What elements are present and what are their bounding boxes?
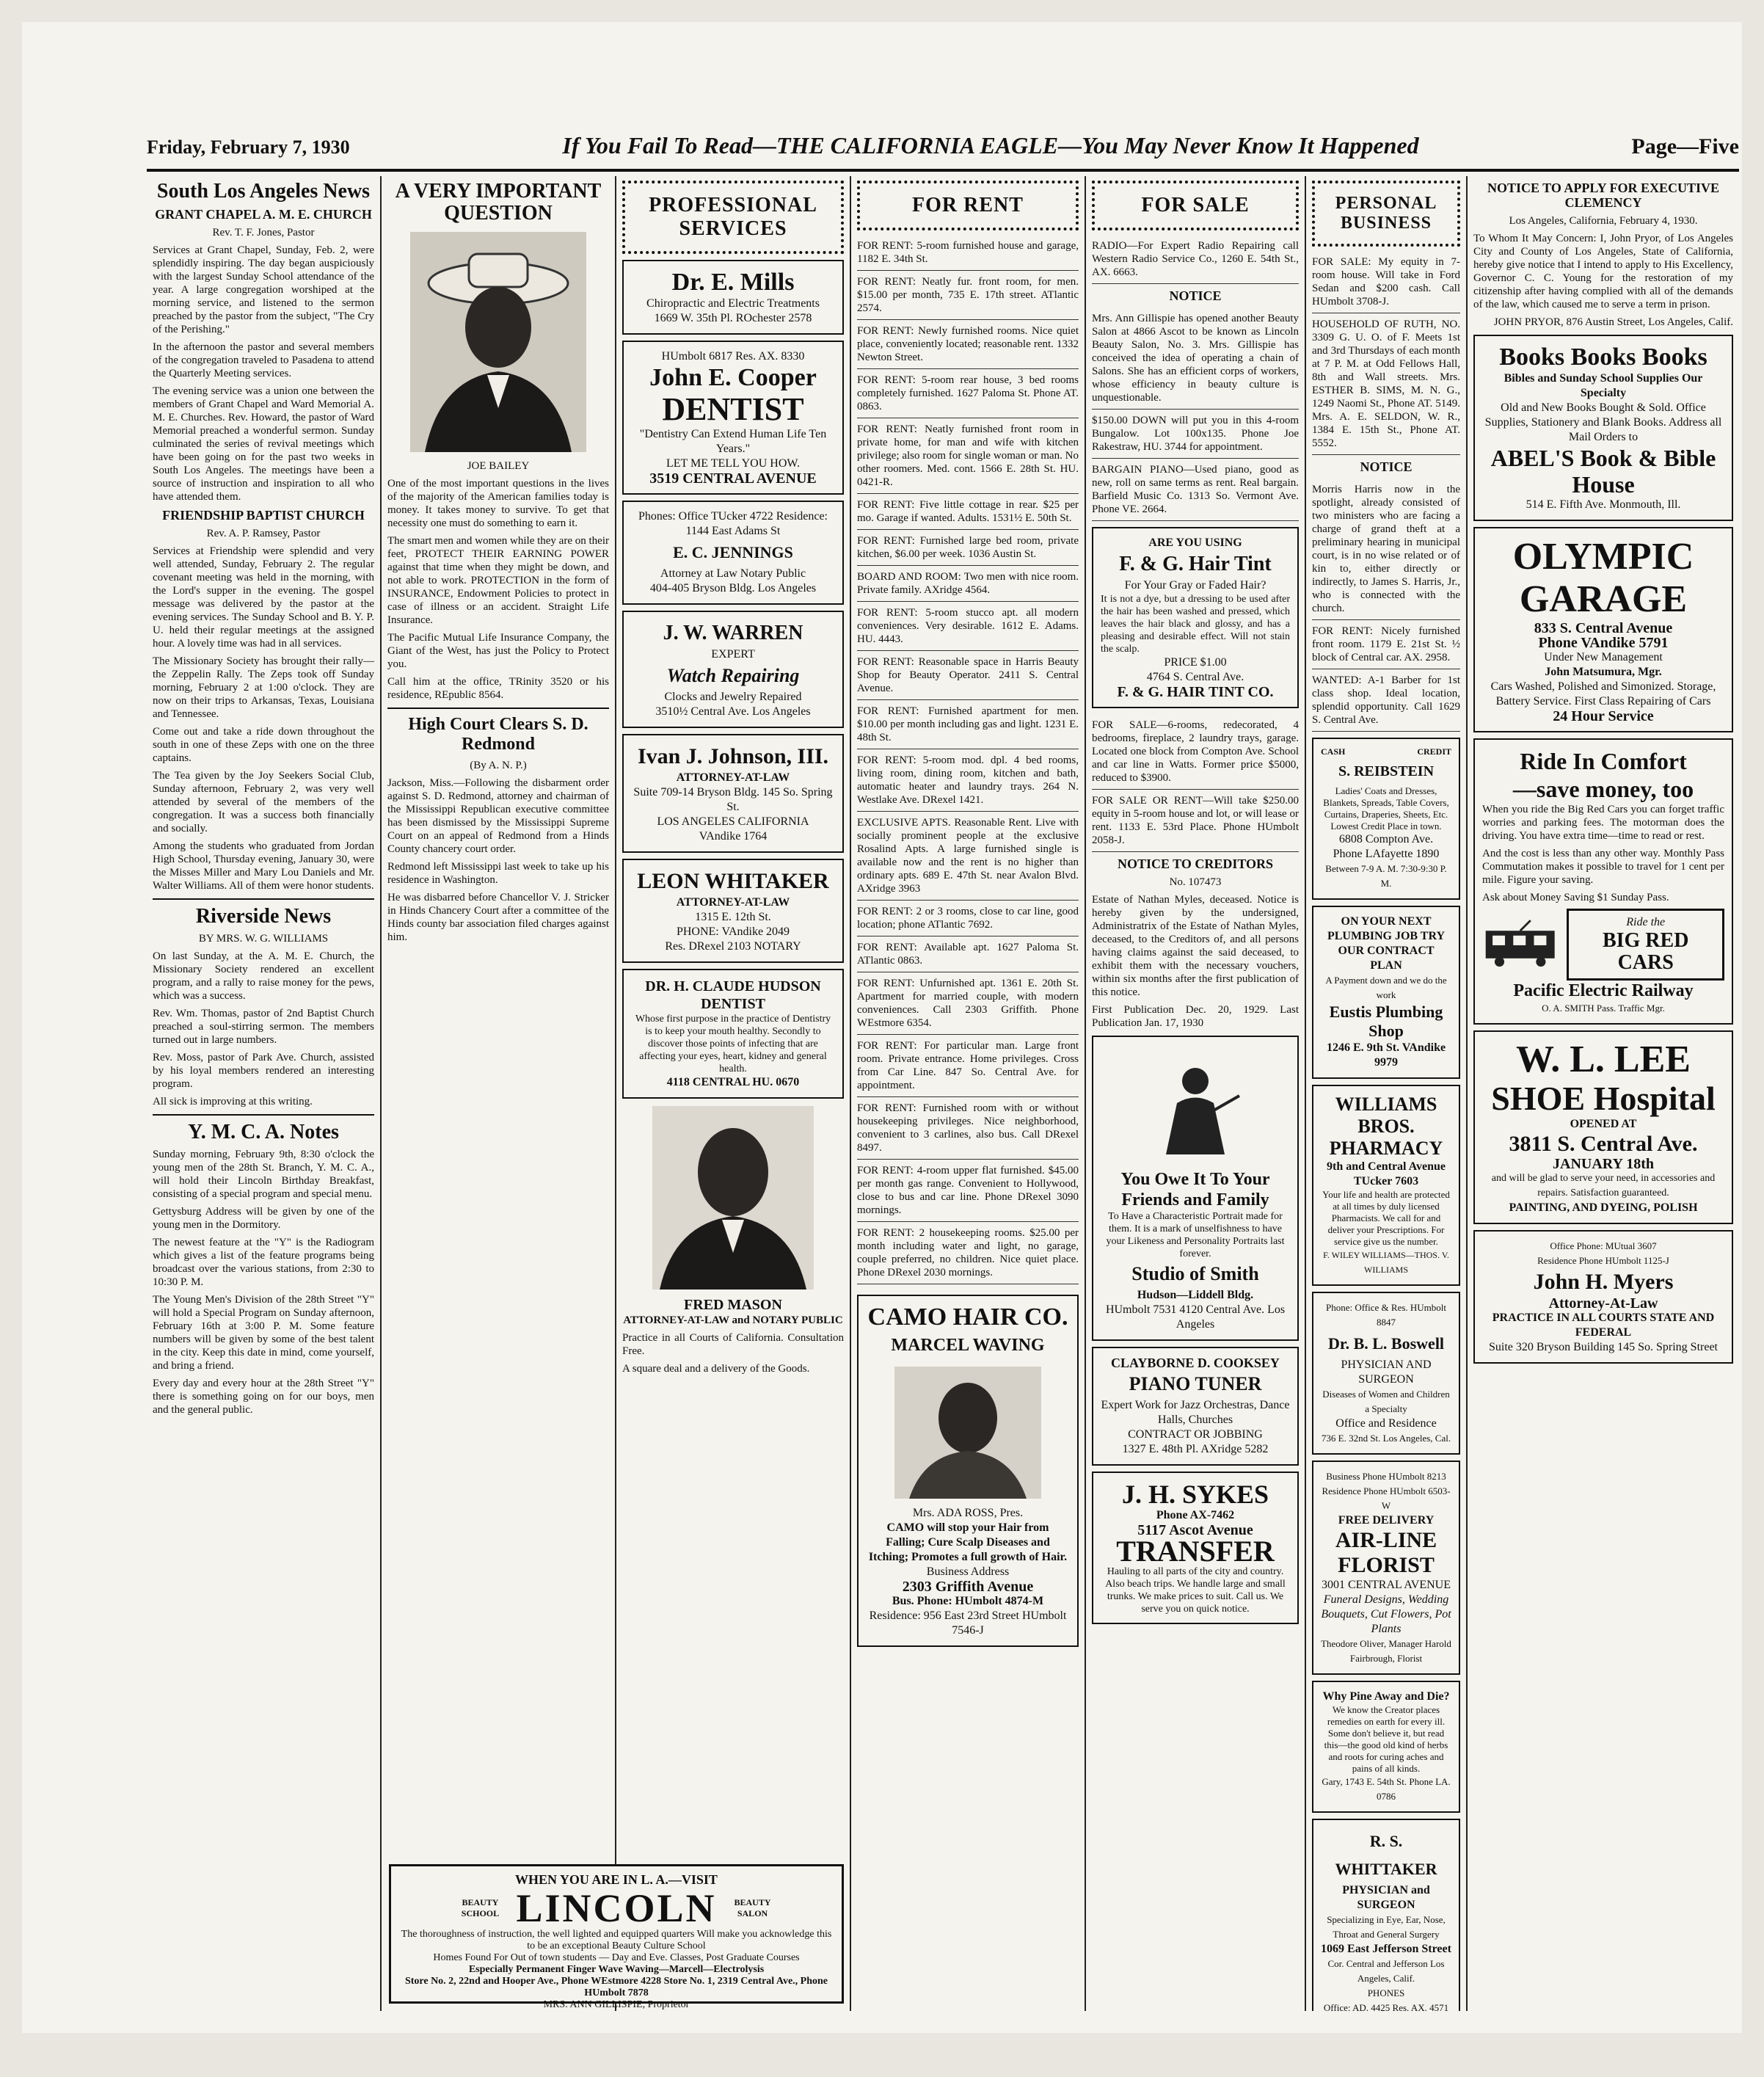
ad-residence: Res. DRexel 2103 NOTARY: [665, 940, 801, 953]
ad-phones-head: PHONES: [1367, 1987, 1405, 1998]
banner-addresses: Store No. 2, 22nd and Hooper Ave., Phone WEstmore 4228 Store No. 1, 2319 Central Ave., Phone HUmbolt 7878: [404, 1976, 828, 1998]
ad-myers: [1473, 1230, 1733, 1364]
paragraph: The Young Men's Division of the 28th Street "Y" will hold a Special Program on Sunday afternoon, February 16th at 3:00 P. M. Some feature numbers will be given by some of the best talent in the city. Keep this date in mind, come yourself, and bring a friend.: [153, 1294, 374, 1372]
ad-jennings: [622, 501, 844, 605]
ad-text: Specializing in Eye, Ear, Nose, Throat and General Surgery: [1327, 1914, 1446, 1940]
classified-item: FOR RENT: Nicely furnished front room. 1179 E. 21st St. ½ block of Central car. AX. 2958.: [1312, 620, 1460, 669]
column-for-sale: [1086, 176, 1306, 2011]
article-head: GRANT CHAPEL A. M. E. CHURCH: [155, 207, 372, 222]
ad-address-head: Business Address: [926, 1565, 1010, 1578]
ad-title: Attorney-At-Law: [1548, 1295, 1658, 1312]
ad-text: When you ride the Big Red Cars you can forget traffic worries and parking fees. The motorman does the driving. You have extra time—time to read or rest.: [1482, 804, 1724, 842]
paragraph: To Whom It May Concern: I, John Pryor, of Los Angeles City and County of Los Angeles, State of California, hereby give notice that I intend to apply to His Excellency, Governor C. C. Young for the restoration of my citizenship after having complied with all of the demands of the law, which caused me to serve a term in prison.: [1473, 233, 1733, 310]
ad-kicker: OPENED AT: [1570, 1118, 1637, 1130]
ad-address: 1327 E. 48th Pl. AXridge 5282: [1122, 1443, 1269, 1455]
portrait-photo: [410, 232, 586, 452]
ad-caption: Mrs. ADA ROSS, Pres.: [912, 1507, 1024, 1519]
paragraph: Rev. Moss, pastor of Park Ave. Church, assisted by his loyal members rendered an interesting program.: [153, 1052, 374, 1090]
issue-date: Friday, February 7, 1930: [147, 137, 350, 158]
paragraph: One of the most important questions in the lives of the majority of the American families today is money. It takes money to survive. To get that necessity one must do something to earn it.: [387, 478, 609, 529]
ad-address: Suite 709-14 Bryson Bldg. 145 So. Spring St.: [633, 786, 833, 813]
column-professional-services: [616, 176, 851, 2011]
ad-text: Funeral Designs, Wedding Bouquets, Cut Flowers, Pot Plants: [1321, 1593, 1451, 1635]
ad-hours: 24 Hour Service: [1553, 708, 1654, 724]
ad-kicker: FREE DELIVERY: [1338, 1514, 1435, 1527]
article-title: A VERY IMPORTANT QUESTION: [395, 180, 602, 225]
ad-address: 404-405 Bryson Bldg. Los Angeles: [649, 582, 817, 594]
ad-address: Gary, 1743 E. 54th St. Phone LA. 0786: [1322, 1776, 1451, 1802]
ad-name: F. & G. Hair Tint: [1119, 553, 1272, 575]
ad-text: PRACTICE IN ALL COURTS STATE AND FEDERAL: [1492, 1312, 1715, 1339]
ad-line: Office and Residence: [1335, 1417, 1437, 1430]
ad-title: ATTORNEY-AT-LAW: [676, 771, 790, 784]
notice-head: NOTICE: [1360, 459, 1413, 474]
section-title: South Los Angeles News: [156, 180, 371, 203]
ad-phone: HUmbolt 6817 Res. AX. 8330: [661, 350, 805, 363]
ad-airline-florist: [1312, 1461, 1460, 1675]
ad-phone: Business Phone HUmbolt 8213: [1326, 1471, 1446, 1482]
ad-subtitle: MARCEL WAVING: [891, 1336, 1045, 1355]
ad-footer: PAINTING, AND DYEING, POLISH: [1509, 1201, 1698, 1214]
ad-phone: Phone AX-7462: [1156, 1509, 1235, 1521]
ad-kicker: ARE YOU USING: [1148, 536, 1242, 549]
classified-item: BOARD AND ROOM: Two men with nice room. Private family. AXridge 4564.: [857, 566, 1079, 602]
ad-price: PRICE $1.00: [1164, 656, 1227, 669]
paragraph: First Publication Dec. 20, 1929. Last Publication Jan. 17, 1930: [1092, 1004, 1299, 1029]
banner-kicker: WHEN YOU ARE IN L. A.—VISIT: [515, 1872, 718, 1887]
ad-address: 1246 E. 9th St. VAndike 9979: [1326, 1041, 1446, 1069]
column-personal-business: [1306, 176, 1468, 2011]
ad-name: John E. Cooper: [649, 364, 817, 391]
ad-subtitle: For Your Gray or Faded Hair?: [1124, 579, 1266, 592]
ad-name: R. S. WHITTAKER: [1335, 1832, 1437, 1878]
paragraph: The newest feature at the "Y" is the Radiogram which gives a list of the feature programs being broadcast over the various stations, from 2:30 to 10:30 P. M.: [153, 1237, 374, 1288]
ad-phone: Office Phone: MUtual 3607: [1550, 1240, 1657, 1251]
article-byline: Rev. T. F. Jones, Pastor: [212, 227, 315, 239]
banner-text: The thoroughness of instruction, the well lighted and equipped quarters Will make you acknowledge this to be an exceptional Beauty Culture School: [401, 1929, 832, 1951]
ad-reibstein: [1312, 738, 1460, 900]
ad-text: Practice in all Courts of California. Consultation Free.: [622, 1332, 844, 1357]
classified-item: FOR RENT: Unfurnished apt. 1361 E. 20th St. Apartment for married couple, with modern conveniences. Call 2303 Griffith. Phone WEstmore 6354.: [857, 972, 1079, 1035]
ad-tag-cash: CASH: [1321, 746, 1346, 757]
paragraph: Every day and every hour at the 28th Street "Y" there is something going on for our boys, men and the general public.: [153, 1378, 374, 1416]
ad-kicker: Under New Management: [1544, 651, 1663, 663]
ad-phone: Bus. Phone: HUmbolt 4874-M: [892, 1595, 1044, 1607]
ad-name: DR. H. CLAUDE HUDSON DENTIST: [645, 978, 821, 1012]
ad-name: OLYMPIC GARAGE: [1512, 536, 1694, 620]
ad-address: 1315 E. 12th St.: [695, 911, 771, 923]
ad-phone: Phone: Office & Res. HUmbolt 8847: [1325, 1302, 1447, 1328]
paragraph: Services at Friendship were splendid and very well attended, Sunday, February 2. The regular covenant meeting was held in the morning, with the Lord's supper in the evening. The gospel message was delivered by the pastor at the evening services. The Sunday School and B. Y. P. U. held their regular meetings at the assigned hour. A lovely time was had in all services.: [153, 545, 374, 650]
section-header: FOR RENT: [857, 181, 1079, 230]
classified-item: FOR RENT: Available apt. 1627 Paloma St. ATlantic 0863.: [857, 936, 1079, 972]
classified-item: FOR RENT: For particular man. Large front room. Private entrance. Home privileges. Cross from Car Line. 847 So. Central Ave. for appointment.: [857, 1035, 1079, 1097]
ad-text: A square deal and a delivery of the Goods.: [622, 1363, 810, 1375]
column-notices-ads: [1468, 176, 1739, 2011]
paragraph: Redmond left Mississippi last week to take up his residence in Washington.: [387, 861, 609, 886]
portrait-photo: [652, 1106, 814, 1290]
ad-address: 736 E. 32nd St. Los Angeles, Cal.: [1321, 1433, 1451, 1444]
ad-text: Diseases of Women and Children a Specialty: [1322, 1389, 1450, 1414]
classified-item: RADIO—For Expert Radio Repairing call Western Radio Service Co., 1260 E. 54th St., AX. 6663.: [1092, 235, 1299, 284]
classified-item: EXCLUSIVE APTS. Reasonable Rent. Live with socially prominent people at the exclusive Rosalind Apts. A large furnished single is available now and the rent is no higher than ordinary apts. 689 E. 47th St. near Avalon Blvd. AXridge 3963: [857, 812, 1079, 901]
ad-olympic-garage: [1473, 527, 1733, 732]
ad-title: Watch Repairing: [666, 665, 800, 686]
ad-rs-whittaker: [1312, 1819, 1460, 2011]
column-south-la-news: [147, 176, 382, 2011]
paragraph: Services at Grant Chapel, Sunday, Feb. 2, were splendidly inspiring. The day began auspiciously with the largest Sunday School attendance of the year. A large congregation worshiped at the morning service, and listened to the sermon preached by the pastor from the subject, "The Cry of the Perishing.": [153, 244, 374, 335]
article-head: FRIENDSHIP BAPTIST CHURCH: [162, 508, 365, 523]
banner-text: Homes Found For Out of town students — Day and Eve. Classes, Post Graduate Courses: [433, 1952, 800, 1963]
ad-headline: Why Pine Away and Die?: [1322, 1690, 1450, 1703]
paragraph: Jackson, Miss.—Following the disbarment order against S. D. Redmond, attorney and chairman of the Mississippi Republican executive committee has been dismissed by the Mississippi Supreme Court on an appeal of Redmond from a Hinds County chancery court order.: [387, 777, 609, 855]
ad-address: HUmbolt 7531 4120 Central Ave. Los Angeles: [1105, 1303, 1286, 1331]
ad-title: PHYSICIAN and SURGEON: [1342, 1884, 1430, 1911]
classified-item: FOR RENT: Furnished apartment for men. $10.00 per month including gas and light. 1231 E. 48th St.: [857, 700, 1079, 749]
ad-name: J. W. WARREN: [663, 622, 803, 644]
ad-owners: F. WILEY WILLIAMS—THOS. V. WILLIAMS: [1323, 1250, 1449, 1275]
ad-text: Hauling to all parts of the city and country. Also beach trips. We handle large and small trunks. We make prices to suit. Call us. We serve you on quick notice.: [1105, 1566, 1286, 1615]
paragraph: Estate of Nathan Myles, deceased. Notice is hereby given by the undersigned, Administratrix of the Estate of Nathan Myles, deceased, to the Creditors of, and all persons having claims against the said deceased, to exhibit them with the necessary vouchers, within six months after the first publication of this notice.: [1092, 894, 1299, 998]
paragraph: Sunday morning, February 9th, 8:30 o'clock the young men of the 28th St. Branch, Y. M. C. A., will hold their Lincoln Birthday Breakfast, consisting of a special program and special menu.: [153, 1149, 374, 1200]
section-header: PROFESSIONAL SERVICES: [622, 181, 844, 254]
ad-city: LOS ANGELES CALIFORNIA: [657, 815, 809, 828]
paragraph: The evening service was a union one between the members of Grant Chapel and Ward Memorial A. M. E. Churches. Rev. Howard, the pastor of Ward Memorial preached a wonderful sermon. Sunday culminated the series of revival meetings which have been going on for the past two weeks in South Los Angeles. The meetings have been a source of instruction and inspiration to all who have attended them.: [153, 385, 374, 503]
ad-name: Dr. E. Mills: [671, 269, 795, 296]
page-number: Page—Five: [1631, 134, 1739, 159]
classified-item: FOR RENT: Newly furnished rooms. Nice quiet place, conveniently located; reasonable rent. 1332 Newton Street.: [857, 320, 1079, 369]
ad-text: and will be glad to serve your need, in accessories and repairs. Satisfaction guaranteed.: [1491, 1173, 1716, 1198]
sign-line: Ride the: [1626, 916, 1666, 928]
classified-item: FOR RENT: 5-room rear house, 3 bed rooms completely furnished. 1627 Paloma St. Phone AT. 0863.: [857, 369, 1079, 418]
ad-slogan: "Dentistry Can Extend Human Life Ten Years.": [639, 428, 827, 455]
ad-text: It is not a dye, but a dressing to be used after the hair has been washed and pressed, which leaves the hair black and glossy, and has a pleasing and desirable effect. Will not stain the scalp.: [1101, 594, 1290, 655]
ad-name: FRED MASON: [684, 1297, 782, 1313]
ad-text: Old and New Books Bought & Sold. Office Supplies, Stationery and Blank Books. Address all Mail Orders to: [1484, 401, 1722, 443]
ad-name: E. C. JENNINGS: [673, 543, 793, 561]
ad-text: Your life and health are protected at all times by duly licensed Pharmacists. We call for and deliver your Prescriptions. For service give us the number.: [1322, 1189, 1450, 1247]
ad-name: CLAYBORNE D. COOKSEY: [1111, 1356, 1280, 1370]
ad-name: Eustis Plumbing Shop: [1329, 1003, 1443, 1040]
ad-line: CONTRACT OR JOBBING: [1128, 1428, 1263, 1441]
ad-name: S. REIBSTEIN: [1338, 763, 1435, 779]
banner-proprietor: MRS. ANN GILLISPIE, Proprietor: [543, 1999, 690, 2010]
notice-number: No. 107473: [1169, 876, 1222, 888]
ad-line: Clocks and Jewelry Repaired: [664, 691, 802, 703]
paragraph: Gettysburg Address will be given by one of the young men in the Dormitory.: [153, 1206, 374, 1231]
banner-left-tag: BEAUTY SCHOOL: [461, 1897, 500, 1918]
section-title: Riverside News: [195, 905, 332, 928]
section-header: PERSONAL BUSINESS: [1312, 181, 1460, 247]
classified-item: FOR RENT: Furnished room with or without housekeeping privileges. Nice neighborhood, convenient to 3 carlines, also bus. Call DRexel 8497.: [857, 1097, 1079, 1160]
ad-company: F. & G. HAIR TINT CO.: [1117, 684, 1274, 700]
ad-warren: [622, 611, 844, 728]
ad-phone: Office: AD. 4425 Res. AX. 4571: [1323, 2002, 1449, 2011]
artist-sketch: [1140, 1052, 1250, 1162]
ad-title: PIANO TUNER: [1129, 1373, 1262, 1394]
ad-address: 4764 S. Central Ave.: [1146, 671, 1244, 683]
ad-headline: —save money, too: [1512, 776, 1694, 802]
notice-head: NOTICE TO CREDITORS: [1117, 856, 1274, 871]
ad-phone: Residence Phone HUmbolt 6503-W: [1322, 1485, 1451, 1511]
classified-item: FOR RENT: Furnished large bed room, private kitchen, $6.00 per week. 1036 Austin St.: [857, 530, 1079, 566]
ad-address: 3519 CENTRAL AVENUE: [649, 470, 817, 487]
ad-name: Books Books Books: [1499, 343, 1707, 371]
section-title: Y. M. C. A. Notes: [188, 1121, 339, 1143]
ad-text: Ladies' Coats and Dresses, Blankets, Spreads, Table Covers, Curtains, Draperies, Sheets, Etc. Lowest Credit Place in town.: [1323, 785, 1449, 832]
ad-address: 1669 W. 35th Pl. ROchester 2578: [654, 312, 812, 324]
ad-address: 833 S. Central Avenue: [1534, 620, 1673, 636]
ad-company: Pacific Electric Railway: [1513, 981, 1694, 1000]
ad-headline: You Owe It To Your Friends and Family: [1120, 1170, 1270, 1210]
masthead-slogan: If You Fail To Read—THE CALIFORNIA EAGLE—You May Never Know It Happened: [562, 132, 1419, 159]
ad-address: 4118 CENTRAL HU. 0670: [666, 1076, 800, 1088]
ad-text: Ask about Money Saving $1 Sunday Pass.: [1482, 892, 1669, 903]
ad-title: SHOE Hospital: [1491, 1080, 1716, 1117]
ad-title: DENTIST: [662, 391, 804, 427]
paragraph: Call him at the office, TRinity 3520 or his residence, REpublic 8564.: [387, 676, 609, 701]
classified-item: FOR RENT: 5-room mod. dpl. 4 bed rooms, living room, dining room, kitchen and bath, automatic heater and laundry trays. 264 N. Westlake Ave. DRexel 1421.: [857, 749, 1079, 812]
ad-title: TRANSFER: [1116, 1535, 1275, 1568]
ad-hudson: [622, 969, 844, 1099]
notice-head: NOTICE: [1169, 288, 1222, 303]
ad-subtitle: Attorney at Law Notary Public: [660, 567, 806, 580]
paragraph: He was disbarred before Chancellor V. J. Stricker in Hinds Chancery Court after a committee of the Hinds county bar association filed charges against him.: [387, 892, 609, 943]
ad-line: LET ME TELL YOU HOW.: [666, 457, 801, 470]
ad-boswell: [1312, 1292, 1460, 1455]
ad-name: John H. Myers: [1533, 1270, 1674, 1294]
notice-date: Los Angeles, California, February 4, 1930.: [1509, 215, 1698, 227]
classified-item: FOR RENT: 5-room stucco apt. all modern conveniences. Very desirable. 1612 E. Adams. HU. 4443.: [857, 602, 1079, 651]
classified-item: FOR RENT: Neatly furnished front room in private home, for man and wife with kitchen privilege; also room for single woman or man. No other roomers. Med. cont. 1566 E. 28th St. HU. 0421-R.: [857, 418, 1079, 494]
column-insurance-article: [382, 176, 616, 2011]
classified-item: FOR RENT: Neatly fur. front room, for men. $15.00 per month, 735 E. 17th street. ATlantic 2574.: [857, 271, 1079, 320]
classified-item: FOR RENT: 4-room upper flat furnished. $45.00 per month gas range. Convenient to Hollywood, close to bus and car line. Phone DRexel 3090 mornings.: [857, 1160, 1079, 1222]
ad-phone: Phone VAndike 5791: [1538, 635, 1669, 651]
ad-address: 3001 CENTRAL AVENUE: [1322, 1579, 1451, 1591]
ad-tag-credit: CREDIT: [1417, 746, 1451, 757]
ad-address: 2303 Griffith Avenue: [902, 1579, 1034, 1595]
paragraph: Come out and take a ride down throughout the south in one of these Zeps with one on the three captains.: [153, 726, 374, 764]
paragraph: In the afternoon the pastor and several members of the congregation traveled to Pasadena to attend the Quarterly Meeting services.: [153, 341, 374, 379]
classified-item: HOUSEHOLD OF RUTH, NO. 3309 G. U. O. of F. Meets 1st and 3rd Thursdays of each month at 7 P. M. at Odd Fellows Hall, 8th and Wall streets. Mrs. ESTHER B. SIMS, M. N. G., 1249 Naomi St., Phone AT. 5149. Mrs. A. E. SELDON, W. R., 1384 E. 15th St., Phone AT. 5552.: [1312, 313, 1460, 455]
ad-manager: Theodore Oliver, Manager Harold Fairbrough, Florist: [1321, 1638, 1451, 1664]
ad-subtitle: Chiropractic and Electric Treatments: [646, 297, 820, 310]
ad-text: Expert Work for Jazz Orchestras, Dance Halls, Churches: [1101, 1399, 1290, 1426]
ad-corner: Cor. Central and Jefferson Los Angeles, Calif.: [1327, 1958, 1445, 1984]
page-header: [147, 132, 1739, 172]
ad-title: PHYSICIAN AND SURGEON: [1341, 1358, 1432, 1386]
ad-name: J. H. SYKES: [1121, 1480, 1269, 1509]
classified-item: FOR RENT: Reasonable space in Harris Beauty Shop for Beauty Operator. 2411 S. Central Avenue.: [857, 651, 1079, 700]
ad-name: Studio of Smith: [1131, 1263, 1259, 1284]
ad-text: CAMO will stop your Hair from Falling; Cure Scalp Diseases and Itching; Promotes a full growth of Hair.: [868, 1521, 1068, 1563]
ad-text: Cars Washed, Polished and Simonized. Storage, Battery Service. First Class Repairing of Cars: [1490, 680, 1716, 708]
classified-item: Mrs. Ann Gillispie has opened another Beauty Salon at 4866 Ascot to be known as Lincoln Beauty Salon, No. 3. Mrs. Gillispie has conceived the idea of operating a chain of Salons. She has an efficient corps of workers, whose efficiency in beauty culture is unquestionable.: [1092, 308, 1299, 410]
ad-name: Ivan J. Johnson, III.: [637, 744, 829, 768]
ad-phone: VAndike 1764: [699, 830, 768, 843]
ad-cooksey: [1092, 1347, 1299, 1466]
ad-text: And the cost is less than any other way. Monthly Pass Commutation makes it possible to travel for 1 cent per mile. Figure your saving.: [1482, 848, 1724, 886]
column-for-rent: [851, 176, 1086, 2011]
banner-right-tag: BEAUTY SALON: [734, 1897, 771, 1918]
article-byline: Rev. A. P. Ramsey, Pastor: [206, 528, 321, 539]
divider: [153, 898, 374, 900]
ad-cooper: [622, 341, 844, 495]
classified-item: FOR RENT: 5-room furnished house and garage, 1182 E. 34th St.: [857, 235, 1079, 271]
ad-pacific-electric: [1473, 738, 1733, 1025]
ad-phone: PHONE: VAndike 2049: [676, 925, 790, 938]
paragraph: Rev. Wm. Thomas, pastor of 2nd Baptist Church preached a soul-stirring sermon. The members turned out in large numbers.: [153, 1008, 374, 1046]
paragraph: The smart men and women while they are on their feet, PROTECT THEIR EARNING POWER against that time when they might be down, and not able to work. PROTECTION in the form of INSURANCE, Endowment Policies to protect in case of illness or an accident. Straight Life Insurance.: [387, 535, 609, 626]
divider: [153, 1114, 374, 1116]
classified-item: FOR SALE: My equity in 7-room house. Will take in Ford Sedan and $200 cash. Call HUmbolt 3708-J.: [1312, 251, 1460, 313]
ad-manager: John Matsumura, Mgr.: [1545, 666, 1662, 678]
ad-date: JANUARY 18th: [1553, 1156, 1654, 1172]
classified-item: $150.00 DOWN will put you in this 4-room Bungalow. Lot 100x135. Phone Joe Rakestraw, HU. 3744 for appointment.: [1092, 410, 1299, 459]
ad-address: 6808 Compton Ave.: [1338, 833, 1434, 845]
ad-title: ATTORNEY-AT-LAW and NOTARY PUBLIC: [623, 1314, 843, 1326]
ad-eustis-plumbing: [1312, 906, 1460, 1079]
paragraph: The Tea given by the Joy Seekers Social Club, Sunday afternoon, February 2, was very well attended by several of the members of the congregation. It was a success both financially and socially.: [153, 770, 374, 834]
ad-mason: [622, 1297, 844, 1375]
ad-name: CAMO HAIR CO.: [867, 1303, 1068, 1331]
streetcar-icon: [1482, 919, 1558, 970]
ad-abels-books: [1473, 335, 1733, 521]
ad-sykes: [1092, 1472, 1299, 1624]
ad-subtitle: A Payment down and we do the work: [1325, 975, 1447, 1000]
ad-phone: Residence Phone HUmbolt 1125-J: [1537, 1255, 1669, 1266]
classified-item: Morris Harris now in the spotlight, already consisted of two ministers who are facing a charge of grand theft at a preliminary hearing in municipal court, is in no wise related or of kin to, either directly or indirectly, to James S. Harris, Jr., who is connected with the church.: [1312, 479, 1460, 620]
ad-address: 3510½ Central Ave. Los Angeles: [655, 705, 811, 718]
paragraph: On last Sunday, at the A. M. E. Church, the Missionary Society rendered an excellent program, and a rally to raise money for the pews, which was a success.: [153, 950, 374, 1002]
newspaper-page: [22, 22, 1742, 2033]
ad-subtitle: EXPERT: [711, 648, 755, 661]
classified-item: FOR RENT: 2 housekeeping rooms. $25.00 per month including water and light, no garage, couple preferred, no children. Nice quiet place. Phone DRexel 2030 mornings.: [857, 1222, 1079, 1284]
ad-name: WILLIAMS BROS. PHARMACY: [1329, 1094, 1443, 1159]
ad-name: W. L. LEE: [1516, 1038, 1691, 1080]
ad-address: 9th and Central Avenue: [1327, 1160, 1446, 1173]
ad-address: 1069 East Jefferson Street: [1321, 1943, 1451, 1955]
classified-item: FOR SALE—6-rooms, redecorated, 4 bedrooms, fireplace, 2 laundry trays, garage. Located one block from Compton Ave. School and car line in Watts. Former price $5000, reduced to $3900.: [1092, 714, 1299, 790]
ad-studio-smith: [1092, 1036, 1299, 1341]
paragraph: The Missionary Society has brought their rally—the Zeppelin Rally. The Zeps took off Sunday morning, February 2 at 1:00 o'clock. They are now on their trips to Arkansas, Texas, Louisiana and Tennessee.: [153, 655, 374, 720]
ad-residence: Residence: 956 East 23rd Street HUmbolt 7546-J: [869, 1609, 1067, 1637]
ad-whitaker: [622, 859, 844, 963]
article-byline: BY MRS. W. G. WILLIAMS: [198, 933, 329, 945]
ad-name: Dr. B. L. Boswell: [1327, 1334, 1445, 1353]
ad-johnson: [622, 734, 844, 853]
ad-agent: O. A. SMITH Pass. Traffic Mgr.: [1542, 1003, 1665, 1014]
ad-pine-away: [1312, 1681, 1460, 1813]
ad-name: AIR-LINE FLORIST: [1335, 1528, 1437, 1577]
ad-fg-hair-tint: [1092, 527, 1299, 708]
section-header: FOR SALE: [1092, 181, 1299, 230]
classified-item: BARGAIN PIANO—Used piano, good as new, roll on same terms as rent. Real bargain. Barfield Music Co. 1313 So. Vermont Ave. Phone VE. 2664.: [1092, 459, 1299, 521]
ad-mills: [622, 260, 844, 335]
paragraph: JOHN PRYOR, 876 Austin Street, Los Angeles, Calif.: [1493, 316, 1733, 328]
ad-address: 5117 Ascot Avenue: [1137, 1522, 1253, 1538]
ad-building: Hudson—Liddell Bldg.: [1137, 1289, 1254, 1301]
ad-williams-pharmacy: [1312, 1085, 1460, 1286]
ad-address: Suite 320 Bryson Building 145 So. Spring Street: [1488, 1341, 1718, 1353]
ad-text: Whose first purpose in the practice of Dentistry is to keep your mouth healthy. Secondly to discover those points of infecting that are affecting your eyes, heart, kidney and general health.: [635, 1014, 831, 1074]
paragraph: The Pacific Mutual Life Insurance Company, the Giant of the West, has just the Policy to Protect you.: [387, 632, 609, 670]
paragraph: Among the students who graduated from Jordan High School, Thursday evening, January 30, were the Misses Miller and Mary Lou Daniels and Mr. Walter Williams. All of them were honor students.: [153, 840, 374, 892]
ad-hours: Between 7-9 A. M. 7:30-9:30 P. M.: [1325, 863, 1447, 889]
notice-head: NOTICE TO APPLY FOR EXECUTIVE CLEMENCY: [1487, 181, 1720, 210]
article-byline: (By A. N. P.): [470, 760, 527, 771]
article-title: High Court Clears S. D. Redmond: [408, 715, 588, 754]
ad-phone: TUcker 7603: [1353, 1175, 1419, 1187]
ad-phone: Phones: Office TUcker 4722 Residence: 1144 East Adams St: [638, 510, 828, 537]
ad-text: To Have a Characteristic Portrait made for them. It is a mark of unselfishness to have your Likeness and Personality Portraits last forever.: [1106, 1211, 1285, 1259]
sign-text: BIG RED CARS: [1602, 929, 1689, 974]
ad-company: ABEL'S Book & Bible House: [1490, 445, 1716, 498]
ad-name: LEON WHITAKER: [637, 869, 829, 893]
ad-headline: ON YOUR NEXT PLUMBING JOB TRY OUR CONTRACT PLAN: [1327, 915, 1446, 972]
classified-item: FOR RENT: 2 or 3 rooms, close to car line, good location; phone ATlantic 7692.: [857, 901, 1079, 936]
ad-headline: Ride In Comfort: [1520, 748, 1687, 774]
ad-title: ATTORNEY-AT-LAW: [676, 896, 790, 909]
ad-camo: [857, 1295, 1079, 1647]
portrait-photo: [894, 1367, 1041, 1499]
ad-subtitle: Bibles and Sunday School Supplies Our Specialty: [1504, 372, 1703, 399]
banner-name: LINCOLN: [516, 1886, 717, 1930]
classified-item: FOR RENT: Five little cottage in rear. $25 per mo. Garage if wanted. Adults. 1531½ E. 50th St.: [857, 494, 1079, 530]
ad-phone: Phone LAfayette 1890: [1333, 848, 1440, 860]
ad-address: 514 E. Fifth Ave. Monmouth, Ill.: [1526, 498, 1681, 511]
banner-text: Especially Permanent Finger Wave Waving—Marcell—Electrolysis: [468, 1964, 765, 1975]
divider: [387, 708, 609, 709]
ad-address: 3811 S. Central Ave.: [1509, 1132, 1698, 1156]
ad-lincoln-beauty: [389, 1864, 844, 2010]
classified-list: [857, 235, 1079, 1284]
ad-text: We know the Creator places remedies on earth for every ill. Some don't believe it, but read this—the good old kind of herbs and roots for curing aches and pains of all kinds.: [1324, 1704, 1448, 1774]
photo-caption: JOE BAILEY: [467, 460, 530, 472]
classified-item: WANTED: A-1 Barber for 1st class shop. Ideal location, splendid opportunity. Call 1629 S. Central Ave.: [1312, 669, 1460, 732]
paragraph: All sick is improving at this writing.: [153, 1096, 313, 1107]
classified-item: FOR SALE OR RENT—Will take $250.00 equity in 5-room house and lot, or will lease or rent. 1133 E. 53rd Place. Phone HUmbolt 2058-J.: [1092, 790, 1299, 852]
ad-lee-shoe: [1473, 1030, 1733, 1224]
